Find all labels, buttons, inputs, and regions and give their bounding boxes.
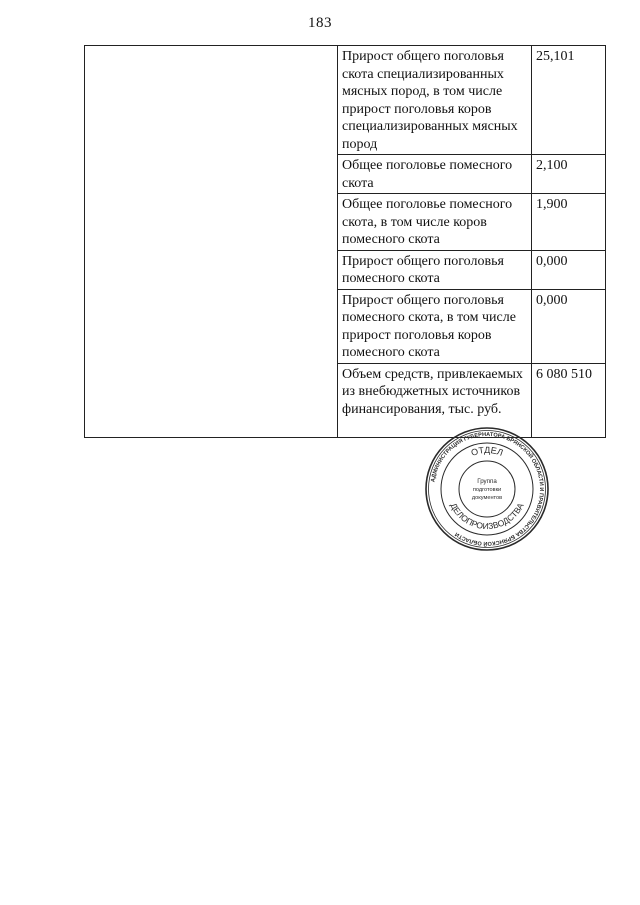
value-cell: 1,900 <box>532 194 606 251</box>
stamp-center-line: документов <box>471 495 503 501</box>
indicator-cell: Прирост общего поголовья помесного скота, в том числе прирост поголовья коров помесного скота <box>338 289 532 363</box>
empty-merged-cell <box>85 46 338 438</box>
indicator-cell: Общее поголовье помесного скота, в том числе коров помесного скота <box>338 194 532 251</box>
indicators-table <box>84 45 606 438</box>
stamp-dept-top: ОТДЕЛ <box>469 444 505 458</box>
value-cell: 0,000 <box>532 289 606 363</box>
value-cell: 25,101 <box>532 46 606 155</box>
value-cell: 6 080 510 <box>532 363 606 437</box>
stamp-outer-text: АДМИНИСТРАЦИЯ ГУБЕРНАТОРА БРЯНСКОЙ ОБЛАСТИ И ПРАВИТЕЛЬСТВА БРЯНСКОЙ ОБЛАСТИ <box>430 431 545 547</box>
indicator-cell: Прирост общего поголовья помесного скота <box>338 250 532 289</box>
table-row <box>85 46 606 155</box>
page-number: 183 <box>308 15 332 31</box>
value-cell: 0,000 <box>532 250 606 289</box>
svg-text:ОТДЕЛ <box>470 445 505 458</box>
department-stamp <box>424 426 550 552</box>
stamp-center-line: Группа <box>477 478 497 485</box>
indicator-cell: Прирост общего поголовья скота специализированных мясных пород, в том числе прирост поголовья коров специализированных мясных пород <box>338 46 532 155</box>
stamp-center-line: подготовки <box>472 487 502 493</box>
value-cell: 2,100 <box>532 155 606 194</box>
indicator-cell: Общее поголовье помесного скота <box>338 155 532 194</box>
indicator-cell: Объем средств, привлекаемых из внебюджетных источников финансирования, тыс. руб. <box>338 363 532 437</box>
stamp-dept-bottom: ДЕЛОПРОИЗВОДСТВА <box>448 501 526 532</box>
